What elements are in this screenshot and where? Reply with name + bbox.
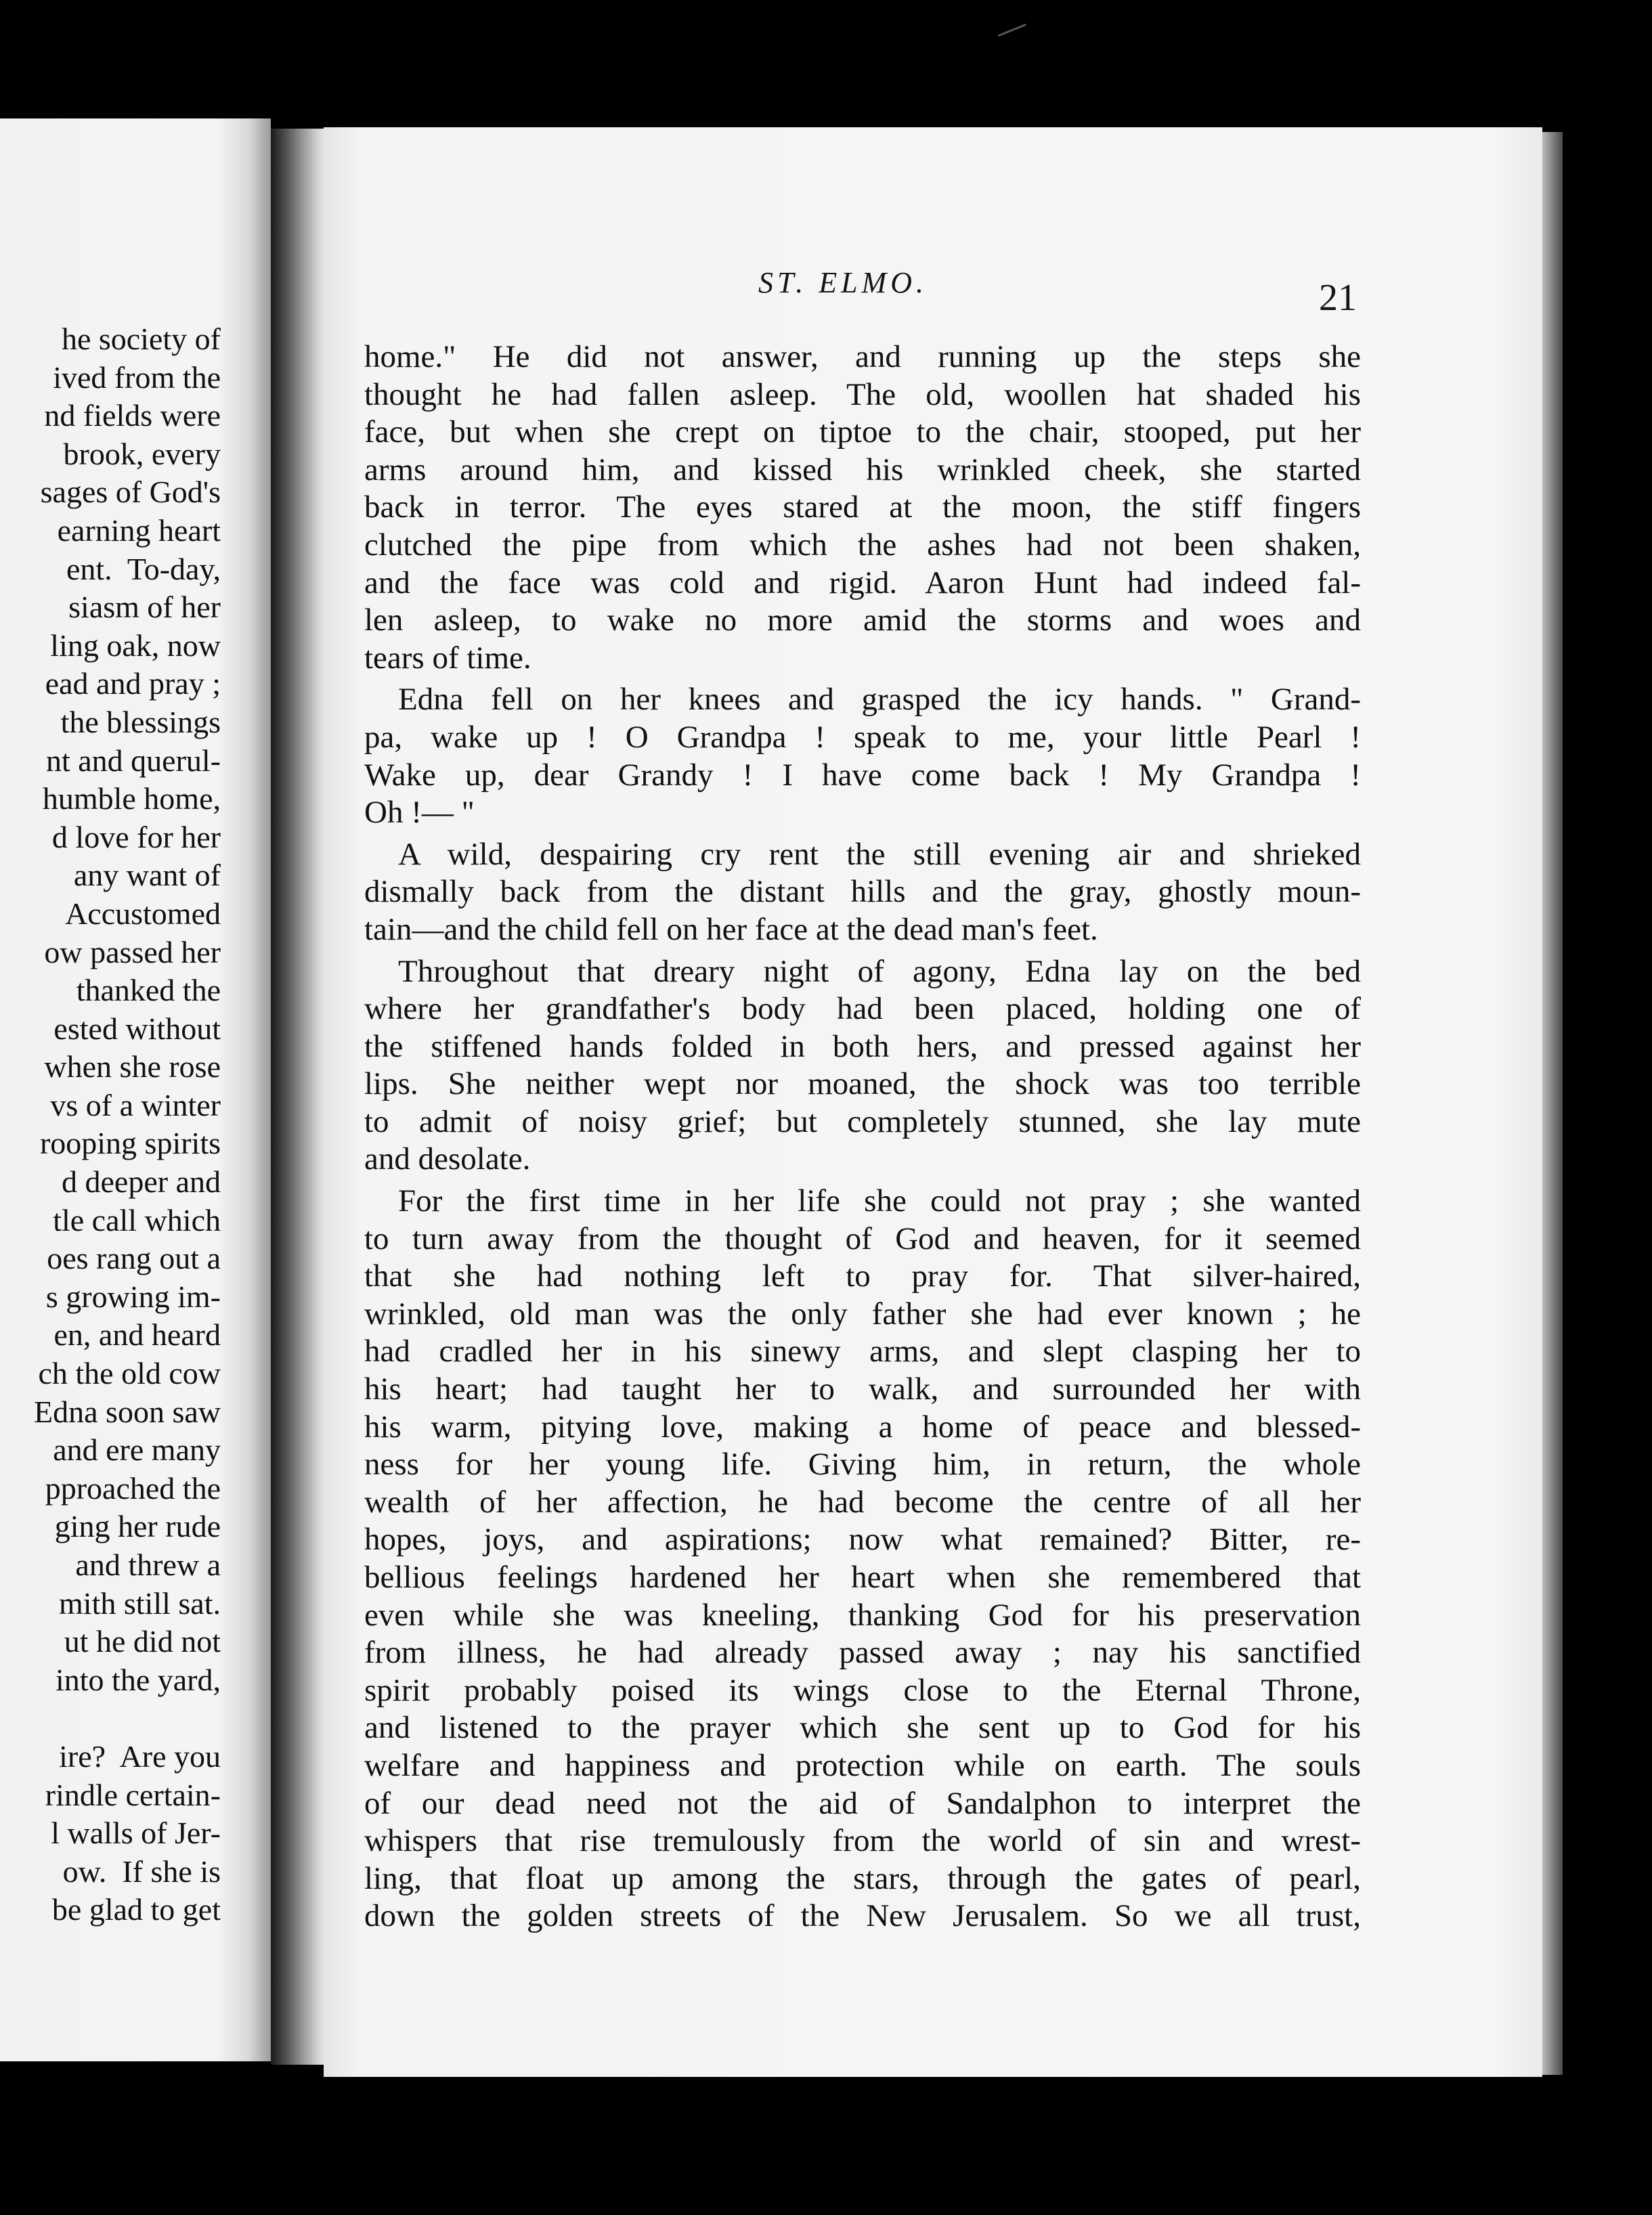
- left-page-line: ow passed her: [44, 934, 221, 969]
- page-number: 21: [1319, 277, 1357, 319]
- left-page-line: d love for her: [51, 819, 221, 854]
- left-page-line: be glad to get: [51, 1892, 221, 1927]
- text-line: whispers that rise tremulously from the world of sin and wrest-: [364, 1823, 1361, 1859]
- scan-mark: [991, 7, 1026, 37]
- left-page-line: s growing im-: [45, 1279, 221, 1314]
- text-line: down the golden streets of the New Jerusalem. So we all trust,: [364, 1898, 1361, 1934]
- text-line: tears of time.: [364, 640, 531, 676]
- left-page-line: rooping spirits: [39, 1126, 221, 1161]
- book-gutter: [271, 129, 325, 2065]
- text-line: and the face was cold and rigid. Aaron Hunt had indeed fal-: [364, 565, 1361, 600]
- left-page-line: any want of: [73, 858, 221, 893]
- left-page-line: ch the old cow: [38, 1356, 221, 1391]
- left-page-line: en, and heard: [53, 1317, 221, 1353]
- text-line: For the first time in her life she could not pray ; she wanted: [398, 1183, 1361, 1219]
- left-facing-page: [0, 118, 271, 2061]
- left-page-line: tle call which: [53, 1202, 221, 1237]
- left-page-line: ived from the: [53, 359, 221, 395]
- text-line: len asleep, to wake no more amid the storms and woes and: [364, 602, 1361, 638]
- left-page-line: when she rose: [44, 1049, 221, 1084]
- left-page-line: Edna soon saw: [34, 1394, 221, 1429]
- text-line: where her grandfather's body had been placed, holding one of: [364, 991, 1361, 1027]
- text-line: Wake up, dear Grandy ! I have come back ! My Grandpa !: [364, 757, 1361, 793]
- text-line: ness for her young life. Giving him, in return, the whole: [364, 1447, 1361, 1483]
- text-line: Throughout that dreary night of agony, Edna lay on the bed: [398, 953, 1361, 989]
- text-line: spirit probably poised its wings close to the Eternal Throne,: [364, 1672, 1361, 1708]
- left-page-line: l walls of Jer-: [51, 1816, 221, 1851]
- running-head: ST. ELMO.: [758, 266, 928, 299]
- left-page-line: rindle certain-: [45, 1777, 221, 1812]
- left-page-line: pproached the: [45, 1470, 221, 1506]
- body-text: [364, 338, 1361, 1935]
- left-page-line: mith still sat.: [59, 1585, 221, 1621]
- text-line: bellious feelings hardened her heart when she remembered that: [364, 1560, 1361, 1595]
- left-page-line: nd fields were: [44, 398, 221, 433]
- left-page-line: [0, 1699, 221, 1738]
- paragraph: [364, 953, 1361, 1179]
- text-line: arms around him, and kissed his wrinkled cheek, she started: [364, 452, 1361, 487]
- left-page-line: ead and pray ;: [45, 666, 221, 701]
- text-line: clutched the pipe from which the ashes had not been shaken,: [364, 527, 1361, 563]
- text-line: face, but when she crept on tiptoe to the chair, stooped, put her: [364, 414, 1361, 450]
- text-line: Edna fell on her knees and grasped the icy hands. " Grand-: [398, 682, 1361, 718]
- left-page-text: [0, 320, 221, 1929]
- left-page-line: brook, every: [63, 436, 221, 471]
- left-page-line: ow. If she is: [62, 1854, 221, 1889]
- text-line: thought he had fallen asleep. The old, woollen hat shaded his: [364, 376, 1361, 412]
- left-page-line: and threw a: [75, 1548, 221, 1582]
- text-line: of our dead need not the aid of Sandalphon to interpret the: [364, 1785, 1361, 1821]
- text-line: and listened to the prayer which she sent up to God for his: [364, 1710, 1361, 1746]
- text-line: tain—and the child fell on her face at the dead man's feet.: [364, 911, 1098, 947]
- text-line: lips. She neither wept nor moaned, the shock was too terrible: [364, 1066, 1361, 1102]
- text-line: A wild, despairing cry rent the still evening air and shrieked: [398, 836, 1361, 872]
- left-page-line: siasm of her: [68, 590, 221, 625]
- left-page-line: sages of God's: [40, 475, 221, 510]
- text-line: hopes, joys, and aspirations; now what remained? Bitter, re-: [364, 1522, 1361, 1558]
- left-page-line: humble home,: [42, 781, 221, 816]
- left-page-line: vs of a winter: [50, 1087, 221, 1122]
- paragraph: [364, 836, 1361, 949]
- left-page-line: ging her rude: [54, 1509, 221, 1544]
- text-line: Oh !— ": [364, 795, 475, 831]
- left-page-line: and ere many: [53, 1432, 221, 1468]
- text-line: had cradled her in his sinewy arms, and slept clasping her to: [364, 1334, 1361, 1369]
- page-edge: [1542, 132, 1563, 2075]
- text-line: the stiffened hands folded in both hers, and pressed against her: [364, 1028, 1361, 1064]
- left-page-line: ested without: [53, 1011, 221, 1046]
- left-page-line: nt and querul-: [45, 743, 221, 778]
- text-line: home." He did not answer, and running up the steps she: [364, 339, 1361, 374]
- left-page-line: he society of: [61, 322, 221, 356]
- left-page-line: d deeper and: [62, 1164, 221, 1200]
- left-page-line: ent. To-day,: [66, 551, 221, 586]
- left-page-line: into the yard,: [56, 1662, 221, 1697]
- text-line: his heart; had taught her to walk, and surrounded her with: [364, 1372, 1361, 1407]
- left-page-line: Accustomed: [65, 896, 221, 931]
- left-page-line: ire? Are you: [59, 1738, 221, 1774]
- paragraph: [364, 338, 1361, 677]
- paragraph: [364, 681, 1361, 831]
- text-line: from illness, he had already passed away ; nay his sanctified: [364, 1635, 1361, 1671]
- text-line: dismally back from the distant hills and the gray, ghostly moun-: [364, 874, 1361, 910]
- left-page-line: the blessings: [60, 704, 221, 739]
- text-line: his warm, pitying love, making a home of peace and blessed-: [364, 1409, 1361, 1445]
- text-line: and desolate.: [364, 1141, 531, 1177]
- left-page-line: ling oak, now: [50, 628, 221, 663]
- text-line: that she had nothing left to pray for. That silver-haired,: [364, 1258, 1361, 1294]
- left-page-line: earning heart: [57, 512, 221, 548]
- text-line: wealth of her affection, he had become the centre of all her: [364, 1484, 1361, 1520]
- paragraph: [364, 1183, 1361, 1935]
- text-line: to admit of noisy grief; but completely stunned, she lay mute: [364, 1103, 1361, 1139]
- text-line: back in terror. The eyes stared at the moon, the stiff fingers: [364, 489, 1361, 525]
- text-line: welfare and happiness and protection while on earth. The souls: [364, 1747, 1361, 1783]
- left-page-line: thanked the: [76, 973, 221, 1008]
- left-page-line: oes rang out a: [47, 1241, 221, 1276]
- text-line: to turn away from the thought of God and heaven, for it seemed: [364, 1221, 1361, 1256]
- left-page-line: ut he did not: [64, 1624, 221, 1659]
- text-line: wrinkled, old man was the only father she had ever known ; he: [364, 1296, 1361, 1332]
- text-line: even while she was kneeling, thanking God for his preservation: [364, 1597, 1361, 1633]
- text-line: pa, wake up ! O Grandpa ! speak to me, your little Pearl !: [364, 719, 1361, 755]
- text-line: ling, that float up among the stars, through the gates of pearl,: [364, 1860, 1361, 1896]
